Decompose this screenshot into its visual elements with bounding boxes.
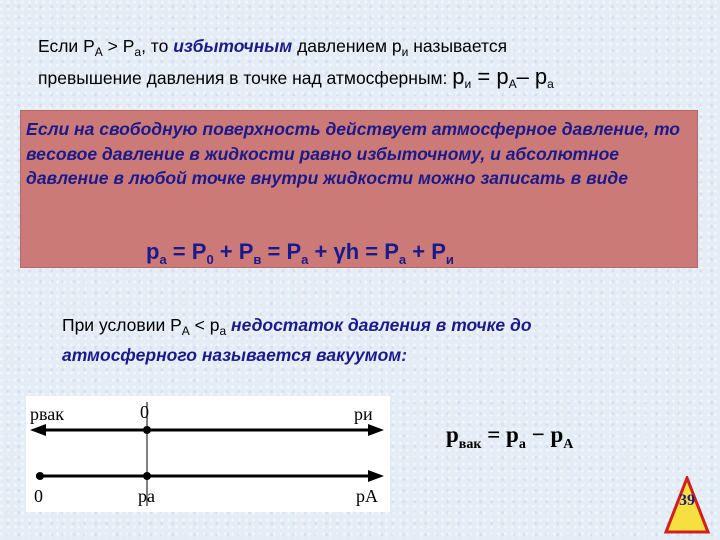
absolute-pressure-formula bbox=[146, 239, 454, 267]
formula-symbol: = Р bbox=[166, 239, 207, 264]
text: > P bbox=[102, 36, 135, 56]
subscript: a bbox=[134, 45, 142, 59]
box-text: Если на свободную поверхность действует атмосферное давление, то весовое давление в жидкости равно избыточному, и абсолютное давление в любой точке внутри жидкости можно записать в виде bbox=[26, 119, 680, 188]
label-pi: pи bbox=[354, 404, 373, 424]
subscript: вак bbox=[458, 437, 482, 452]
formula-symbol: – р bbox=[516, 64, 548, 89]
subscript: а bbox=[398, 252, 407, 267]
vacuum-condition bbox=[62, 313, 662, 367]
intro-line-2 bbox=[38, 64, 554, 91]
subscript: А bbox=[181, 324, 190, 338]
intro-line-1 bbox=[38, 36, 507, 59]
page-number: 39 bbox=[679, 492, 695, 509]
subscript: A bbox=[508, 77, 517, 91]
subscript: A bbox=[94, 45, 103, 59]
subscript: а bbox=[301, 252, 309, 267]
atm-point bbox=[143, 472, 151, 480]
subscript: 0 bbox=[206, 252, 214, 267]
pressure-axis-diagram bbox=[26, 396, 390, 512]
bottom-arrowhead bbox=[368, 470, 384, 482]
formula-symbol: = р bbox=[471, 64, 509, 89]
label-zero-top: 0 bbox=[140, 402, 149, 422]
formula-symbol: p bbox=[446, 422, 459, 447]
text: < р bbox=[189, 315, 220, 335]
formula-symbol: − p bbox=[525, 422, 564, 447]
axes-svg bbox=[26, 396, 390, 512]
formula-symbol: р bbox=[146, 239, 160, 264]
subscript: a bbox=[518, 437, 526, 452]
label-pvak: pвак bbox=[30, 404, 64, 424]
text: называется bbox=[408, 36, 508, 56]
formula-symbol: = Р bbox=[261, 239, 302, 264]
formula-symbol: р bbox=[452, 64, 465, 89]
subscript: A bbox=[563, 437, 574, 452]
term-vacuum: недостаток давления в точке до атмосферного называется вакуумом: bbox=[62, 315, 532, 365]
subscript: а bbox=[219, 324, 227, 338]
bottom-zero-point bbox=[36, 472, 44, 480]
label-pA: pA bbox=[356, 486, 378, 506]
left-arrowhead bbox=[30, 424, 46, 436]
formula-symbol: = p bbox=[481, 422, 519, 447]
text: превышение давления в точке над атмосферным: bbox=[38, 68, 453, 88]
term-excess: избыточным bbox=[173, 36, 293, 56]
formula-symbol: + Р bbox=[213, 239, 254, 264]
right-arrowhead bbox=[368, 424, 384, 436]
subscript: и bbox=[464, 77, 472, 91]
text: Если P bbox=[38, 36, 95, 56]
subscript: и bbox=[445, 252, 454, 267]
text: При условии Р bbox=[62, 315, 182, 335]
label-zero-bottom: 0 bbox=[34, 486, 43, 506]
text: давлением р bbox=[292, 36, 402, 56]
vacuum-formula bbox=[446, 422, 573, 453]
subscript: а bbox=[159, 252, 167, 267]
subscript: в bbox=[253, 252, 262, 267]
subscript: и bbox=[401, 45, 409, 59]
formula-symbol: + γh = Р bbox=[308, 239, 399, 264]
formula-symbol: + Р bbox=[406, 239, 446, 264]
text: , то bbox=[141, 36, 174, 56]
label-pa: pa bbox=[138, 486, 155, 506]
subscript: a bbox=[547, 77, 554, 91]
